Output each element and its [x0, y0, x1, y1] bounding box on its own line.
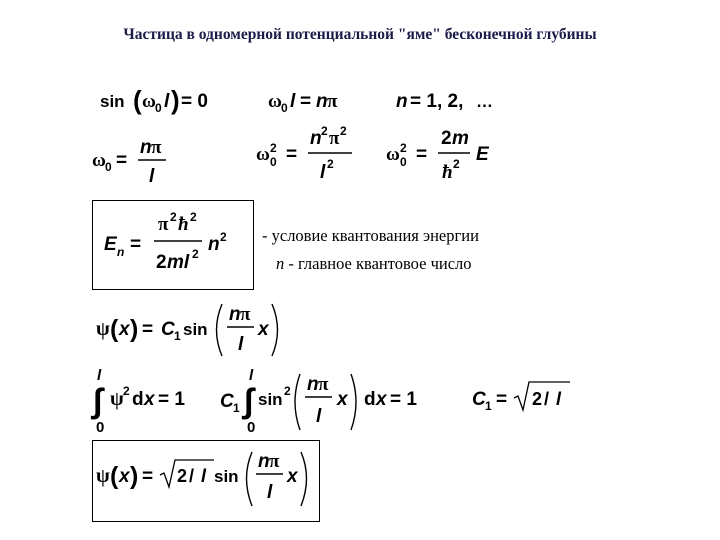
omega-l-formula	[268, 86, 358, 116]
psi-general-formula	[96, 300, 296, 362]
svg-text:E: E	[476, 144, 489, 165]
svg-text:sin: sin	[100, 92, 125, 111]
svg-text:2: 2	[190, 210, 197, 224]
svg-text:l: l	[320, 162, 326, 183]
svg-text:2: 2	[284, 384, 291, 398]
svg-text:0: 0	[96, 419, 105, 436]
svg-text:l: l	[201, 466, 207, 486]
svg-text:2: 2	[220, 230, 227, 244]
svg-text:∫: ∫	[244, 382, 254, 420]
svg-text:(: (	[133, 85, 142, 115]
omega0-squared-energy-formula	[386, 122, 496, 186]
c1-value-svg	[472, 378, 582, 418]
svg-text:∫: ∫	[93, 382, 103, 420]
svg-text:x: x	[376, 389, 387, 410]
svg-text:(: (	[110, 462, 119, 490]
principal-number-variable: n	[276, 254, 285, 273]
n-values-formula	[396, 86, 506, 116]
svg-text:=: =	[130, 234, 142, 255]
svg-text:π: π	[240, 304, 251, 325]
svg-text:π: π	[329, 128, 340, 149]
svg-text:2: 2	[170, 210, 177, 224]
svg-text:2: 2	[192, 247, 199, 261]
omega0-squared-energy-svg	[386, 122, 496, 186]
svg-text:n: n	[117, 245, 125, 259]
svg-text:ω: ω	[142, 91, 156, 112]
svg-text:0: 0	[247, 419, 256, 436]
svg-text:ω: ω	[386, 144, 400, 165]
psi-normalized-formula	[96, 450, 316, 512]
svg-text:sin: sin	[183, 320, 208, 339]
svg-text:=: =	[416, 144, 428, 165]
svg-text:/: /	[189, 466, 195, 486]
svg-text:n: n	[310, 128, 322, 149]
svg-text:x: x	[337, 389, 348, 410]
normalization-svg	[94, 366, 204, 438]
principal-number-text: - главное квантовое число	[284, 254, 472, 273]
svg-text:C: C	[220, 391, 234, 412]
svg-text:2: 2	[340, 124, 347, 138]
svg-text:π: π	[327, 91, 338, 112]
svg-text:n: n	[140, 137, 152, 158]
n-values-svg	[396, 86, 506, 116]
svg-text:π: π	[158, 214, 169, 235]
svg-text:2: 2	[400, 141, 407, 155]
svg-text:ml: ml	[167, 252, 190, 273]
svg-text:= 1: = 1	[158, 389, 185, 410]
normalization-expanded-formula	[220, 366, 430, 438]
c1-value-formula	[472, 378, 582, 418]
svg-text:π: π	[151, 137, 162, 158]
svg-text:sin: sin	[214, 467, 239, 486]
svg-text:=: =	[142, 466, 154, 487]
omega0-squared-svg	[256, 122, 366, 186]
svg-text:π: π	[269, 451, 280, 472]
svg-text:0: 0	[400, 155, 407, 169]
svg-text:2: 2	[321, 124, 328, 138]
svg-text:=: =	[116, 150, 128, 171]
svg-text:1: 1	[174, 329, 181, 343]
svg-text:n: n	[208, 234, 220, 255]
svg-text:l: l	[164, 91, 170, 112]
svg-text:l: l	[267, 482, 273, 503]
omega0-svg	[92, 134, 182, 186]
svg-text:1: 1	[485, 399, 492, 413]
svg-text:n: n	[316, 91, 328, 112]
svg-text:x: x	[119, 466, 130, 487]
svg-text:/: /	[544, 389, 550, 409]
svg-text:l: l	[238, 334, 244, 355]
svg-text:2: 2	[270, 141, 277, 155]
quantization-note: - условие квантования энергии	[262, 226, 479, 245]
svg-text:=: =	[142, 319, 154, 340]
svg-text:2: 2	[156, 252, 167, 273]
psi-general-svg	[96, 300, 296, 362]
svg-text:2: 2	[123, 384, 130, 398]
svg-text:= 1, 2,: = 1, 2,	[410, 91, 464, 112]
boundary-condition-svg	[100, 86, 220, 116]
svg-text:(: (	[110, 315, 119, 343]
svg-text:π: π	[318, 374, 329, 395]
page-title: Частица в одномерной потенциальной "яме" бесконечной глубины	[123, 26, 597, 43]
svg-text:ψ: ψ	[110, 388, 124, 410]
svg-text:ω: ω	[256, 144, 270, 165]
svg-text:= 0: = 0	[181, 91, 208, 112]
svg-text:ω: ω	[92, 150, 106, 171]
svg-text:2: 2	[453, 157, 460, 171]
svg-text:C: C	[161, 319, 175, 340]
svg-text:0: 0	[270, 155, 277, 169]
svg-text:x: x	[287, 466, 298, 487]
svg-text:2: 2	[441, 128, 452, 149]
svg-text:0: 0	[105, 160, 112, 174]
svg-text:d: d	[132, 389, 144, 410]
svg-text:): )	[171, 85, 180, 115]
svg-text:n: n	[258, 451, 270, 472]
svg-text:x: x	[258, 319, 269, 340]
svg-text:ħ: ħ	[178, 214, 189, 235]
svg-text:2: 2	[177, 466, 188, 486]
boundary-condition-formula	[100, 86, 220, 116]
svg-text:d: d	[364, 389, 376, 410]
svg-text:=: =	[300, 91, 312, 112]
svg-text:x: x	[119, 319, 130, 340]
svg-text:l: l	[249, 367, 254, 384]
svg-text:l: l	[149, 166, 155, 187]
svg-text:ψ: ψ	[96, 318, 110, 340]
energy-formula	[104, 208, 244, 280]
svg-text:0: 0	[155, 101, 162, 115]
psi-normalized-svg	[96, 450, 316, 512]
svg-text:l: l	[316, 406, 322, 427]
svg-text:= 1: = 1	[390, 389, 417, 410]
svg-text:0: 0	[281, 101, 288, 115]
svg-text:sin: sin	[258, 390, 283, 409]
svg-text:C: C	[472, 389, 486, 410]
omega0-formula	[92, 134, 182, 186]
svg-text:l: l	[97, 367, 102, 384]
omega0-squared-formula	[256, 122, 366, 186]
svg-text:): )	[130, 462, 139, 490]
omega-l-svg	[268, 86, 358, 116]
svg-text:ω: ω	[268, 91, 282, 112]
svg-text:ħ: ħ	[442, 162, 453, 183]
principal-number-note	[276, 254, 472, 274]
svg-text:2: 2	[327, 157, 334, 171]
svg-text:n: n	[307, 374, 319, 395]
svg-text:=: =	[286, 144, 298, 165]
svg-text:…: …	[476, 92, 493, 111]
svg-text:): )	[130, 315, 139, 343]
normalization-formula	[94, 366, 204, 438]
svg-text:2: 2	[532, 389, 543, 409]
energy-svg	[104, 208, 244, 280]
svg-text:n: n	[229, 304, 241, 325]
svg-text:=: =	[496, 389, 508, 410]
svg-text:n: n	[396, 91, 408, 112]
svg-text:l: l	[556, 389, 562, 409]
svg-text:m: m	[452, 128, 469, 149]
svg-text:x: x	[144, 389, 155, 410]
svg-text:ψ: ψ	[96, 465, 110, 487]
normalization-expanded-svg	[220, 366, 430, 438]
svg-text:1: 1	[233, 401, 240, 415]
svg-text:E: E	[104, 234, 117, 255]
svg-text:l: l	[290, 91, 296, 112]
